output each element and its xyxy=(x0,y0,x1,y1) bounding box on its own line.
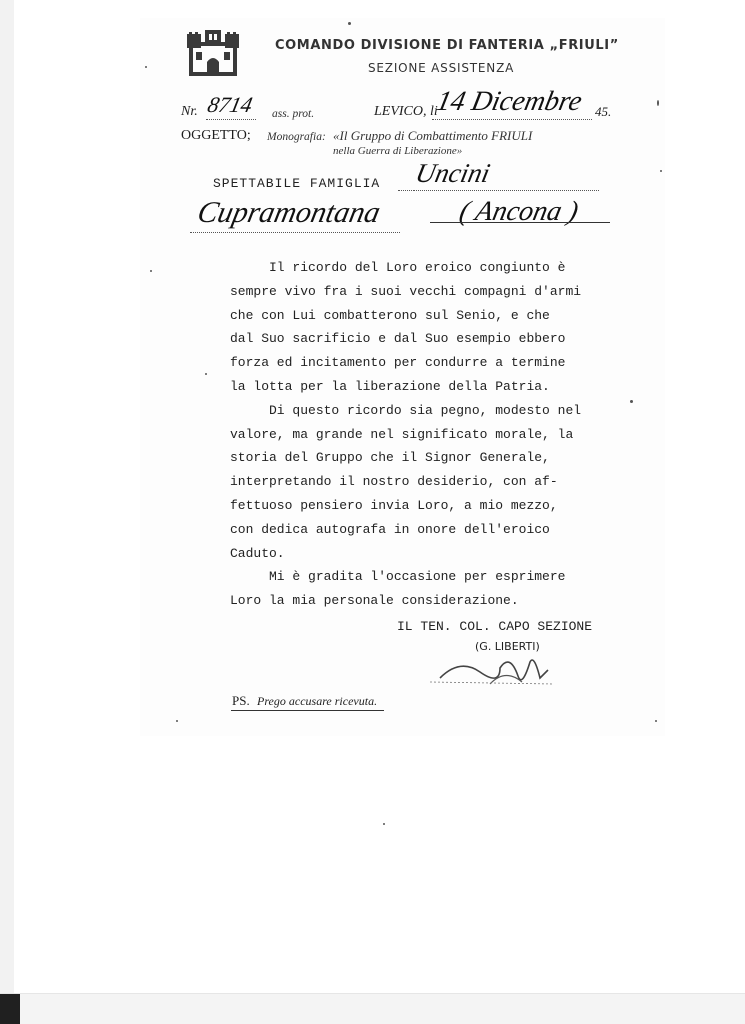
addressee-town: Cupramontana xyxy=(194,196,384,229)
body-line: fettuoso pensiero invia Loro, a mio mezzo, xyxy=(230,497,558,513)
scan-speck xyxy=(630,400,633,403)
body-line: valore, ma grande nel significato morale, la xyxy=(230,426,574,442)
castle-crest-icon xyxy=(183,30,243,80)
scan-corner xyxy=(0,994,20,1024)
addressee-province: ( Ancona ) xyxy=(456,196,582,227)
scan-speck xyxy=(205,373,207,375)
number-label: Nr. xyxy=(181,104,198,119)
scan-speck xyxy=(176,720,178,722)
letterhead-section: SEZIONE ASSISTENZA xyxy=(368,61,515,75)
body-line: interpretando il nostro desiderio, con af- xyxy=(230,474,558,490)
year: 45. xyxy=(595,104,612,119)
body-line: che con Lui combatterono sul Senio, e che xyxy=(230,307,550,323)
body-line: Di questo ricordo sia pegno, modesto nel xyxy=(230,402,582,418)
body-line: Loro la mia personale considerazione. xyxy=(230,593,519,609)
body-line: forza ed incitamento per condurre a termine xyxy=(230,355,566,371)
addressee-label: SPETTABILE FAMIGLIA xyxy=(213,176,381,191)
body-line: sempre vivo fra i suoi vecchi compagni d'armi xyxy=(230,283,582,299)
scan-speck xyxy=(348,22,351,25)
scan-speck xyxy=(657,100,659,106)
signatory-name: (G. LIBERTI) xyxy=(475,640,540,653)
scan-bottom-margin xyxy=(0,993,745,1024)
body-line: la lotta per la liberazione della Patria. xyxy=(230,378,550,394)
handwritten-signature-icon xyxy=(430,648,560,694)
date-handwritten: 14 Dicembre xyxy=(433,86,585,117)
ps-text: Prego accusare ricevuta. xyxy=(257,694,378,708)
subject-kind: Monografia: xyxy=(267,131,326,143)
protocol-number: 8714 xyxy=(205,92,255,117)
body-line: Mi è gradita l'occasione per esprimere xyxy=(230,569,566,585)
body-line: con dedica autografa in onore dell'eroico xyxy=(230,521,550,537)
body-line: dal Suo sacrificio e dal Suo esempio ebbero xyxy=(230,331,566,347)
body-line: Caduto. xyxy=(230,545,285,561)
protocol-label: ass. prot. xyxy=(272,108,315,120)
body-line: Il ricordo del Loro eroico congiunto è xyxy=(230,260,566,275)
scan-speck xyxy=(383,823,385,825)
subject-label: OGGETTO; xyxy=(181,128,251,143)
letter-body xyxy=(230,256,630,613)
body-line: storia del Gruppo che il Signor Generale, xyxy=(230,450,550,466)
subject-title-line2: nella Guerra di Liberazione» xyxy=(333,145,463,157)
scan-speck xyxy=(145,66,147,68)
scan-speck xyxy=(655,720,657,722)
place-label: LEVICO, li xyxy=(374,104,438,119)
scan-speck xyxy=(150,270,152,272)
subject-title-line1: «Il Gruppo di Combattimento FRIULI xyxy=(333,128,533,143)
letterhead-command: COMANDO DIVISIONE DI FANTERIA „FRIULI” xyxy=(275,38,619,53)
scan-edge xyxy=(0,0,14,1024)
scan-speck xyxy=(660,170,662,172)
ps-label: PS. xyxy=(232,693,250,708)
signature-title: IL TEN. COL. CAPO SEZIONE xyxy=(397,619,593,634)
family-name: Uncini xyxy=(412,158,493,188)
